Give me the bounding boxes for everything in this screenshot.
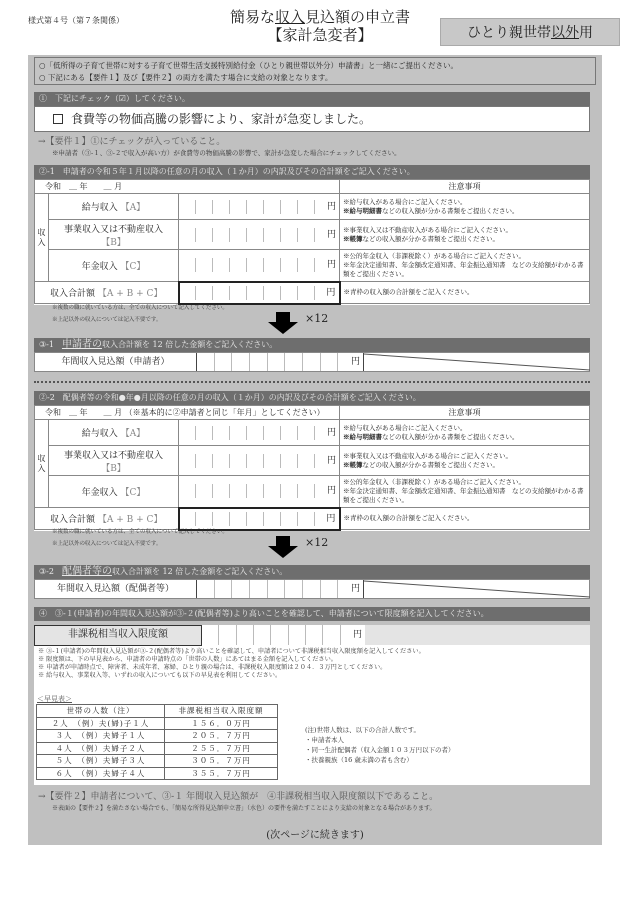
- checkbox-label: 食費等の物価高騰の影響により、家計が急変しました。: [71, 112, 372, 126]
- pension-income-input[interactable]: 円: [179, 250, 340, 282]
- footnote: ※複数の職に就いている方は、全ての収入について記入してください。: [52, 529, 228, 535]
- form-number: 様式第４号（第７条関係）: [28, 16, 124, 25]
- business-income-input[interactable]: 円: [179, 220, 340, 250]
- multiplier-label: ×12: [305, 312, 329, 325]
- notice-box: [34, 57, 596, 85]
- tag-text: 用: [579, 25, 593, 41]
- section4-header: ④ ③-１(申請者)の年間収入見込額が③-２(配偶者等)より高いことを確認して、申請者について限度額を記入してください。: [34, 607, 590, 621]
- spouse-income-table: [34, 405, 590, 531]
- limit-note: ※ 限度額は、下の早見表から、申請者の申請時点の「世帯の人数」にあてはまる金額を記入してください。: [38, 656, 337, 663]
- table-row: ２人 （例）夫(婦)子１人 １５６．０万円: [37, 717, 278, 730]
- salary-income-note: ※給与収入がある場合にご記入ください。 ※給与明細書などの収入額が分かる書類をご提出ください。: [340, 194, 590, 220]
- section-divider: [34, 381, 590, 383]
- applicant-income-table: [34, 179, 590, 305]
- salary-income-note: ※給与収入がある場合にご記入ください。 ※給与明細書などの収入額が分かる書類をご提出ください。: [340, 420, 590, 446]
- total-income-label: 収入合計額 【A + B + C】: [35, 282, 179, 304]
- limit-note: ※ 給与収入、事業収入等、いずれの収入についても以下の早見表を利用してください。: [38, 672, 282, 679]
- quick-header: 非課税相当収入限度額: [165, 705, 278, 718]
- total-income-input[interactable]: 円: [179, 508, 340, 530]
- applicant-annual-input[interactable]: 円: [196, 353, 364, 371]
- title-text: 簡易な: [229, 8, 275, 26]
- hardship-checkbox[interactable]: [53, 114, 63, 124]
- notes-header: 注意事項: [340, 406, 590, 420]
- title-text: 見込額の申立書: [305, 8, 411, 26]
- limit-note: ※ ③-１(申請者)の年間収入見込額が③-２(配偶者等)より高いことを確認して、申請者について非課税相当収入限度額を記入してください。: [38, 648, 425, 655]
- table-row: ４人 （例）夫婦子２人 ２５５．７万円: [37, 742, 278, 755]
- title-subtitle: 【家計急変者】: [267, 26, 373, 44]
- pension-income-input[interactable]: 円: [179, 476, 340, 508]
- title-underlined: 収入: [274, 8, 305, 26]
- household-note: (注)世帯人数は、以下の合計人数です。 ・申請者本人 ・同一生計配偶者（収入金額１０３万円以下の者） ・扶養親族（16 歳未満の者も含む）: [305, 726, 455, 764]
- requirement1: →【要件１】①にチェックが入っていること。: [38, 137, 226, 147]
- section2-1-header: ②-1 申請者の令和５年１月以降の任意の月の収入（１か月）の内訳及びその合計額をご記入ください。: [34, 165, 590, 179]
- limit-label: 非課税相当収入限度額: [34, 625, 202, 646]
- section3-1-header: ③-1 申請者の収入合計額を 12 倍した金額をご記入ください。: [34, 338, 590, 352]
- business-income-note: ※事業収入又は不動産収入がある場合にご記入ください。 ※帳簿などの収入額が分かる書類をご提出ください。: [340, 220, 590, 250]
- pension-income-note: ※公的年金収入（非課税除く）がある場合にご記入ください。 ※年金決定通知書、年金額改定通知書、年金振込通知書 などの支給額がわかる書類をご提出ください。: [340, 476, 590, 508]
- limit-note: ※ 申請者が申請時点で、障害者、未成年者、寡婦、ひとり親の場合は、非課税収入限度額は２０４．３万円としてください。: [38, 664, 387, 671]
- section3-2-header: ③-2 配偶者等の収入合計額を 12 倍した金額をご記入ください。: [34, 565, 590, 579]
- pension-income-label: 年金収入 【C】: [49, 476, 179, 508]
- hardship-check-row[interactable]: [34, 106, 590, 132]
- applicant-annual-label: 年間収入見込額（申請者）: [61, 357, 170, 367]
- income-side-label: 収 入: [35, 194, 49, 282]
- business-income-label: 事業収入又は不動産収入 【B】: [49, 446, 179, 476]
- limit-notes: [38, 648, 425, 680]
- quick-header: 世帯の人数（注）: [37, 705, 165, 718]
- table-row: ３人 （例）夫婦子１人 ２０５．７万円: [37, 730, 278, 743]
- salary-income-input[interactable]: 円: [179, 194, 340, 220]
- table-row: ６人 （例）夫婦子４人 ３５５．７万円: [37, 767, 278, 780]
- notice-line: ○ 下記にある【要件１】及び【要件２】の両方を満たす場合に支給の対象となります。: [39, 73, 333, 82]
- multiplier-label: ×12: [305, 536, 329, 549]
- strike-diagonal: [364, 353, 590, 371]
- era-month-label: 令和 ＿ 年 ＿ 月: [35, 180, 340, 194]
- salary-income-input[interactable]: 円: [179, 420, 340, 446]
- pension-income-label: 年金収入 【C】: [49, 250, 179, 282]
- limit-input[interactable]: 円: [202, 625, 365, 645]
- limit-row: [34, 625, 590, 645]
- era-month-label: 令和 ＿ 年 ＿ 月 （※基本的に②申請者と同じ「年月」としてください）: [35, 406, 340, 420]
- spouse-annual-input[interactable]: 円: [196, 580, 364, 598]
- footnote: ※複数の職に就いている方は、全ての収入について記入してください。: [52, 305, 228, 311]
- total-income-input[interactable]: 円: [179, 282, 340, 304]
- quick-table-caption: ＜早見表＞: [37, 695, 72, 703]
- footnote: ※上記以外の収入については記入不要です。: [52, 317, 162, 323]
- spouse-annual-row: [34, 579, 590, 599]
- business-income-note: ※事業収入又は不動産収入がある場合にご記入ください。 ※帳簿などの収入額が分かる書類をご提出ください。: [340, 446, 590, 476]
- salary-income-label: 給与収入 【A】: [49, 420, 179, 446]
- notice-line: ○「低所得の子育て世帯に対する子育て世帯生活支援特別給付金（ひとり親世帯以外分）申請書」と一緒にご提出ください。: [39, 61, 459, 70]
- down-arrow-icon: [268, 312, 298, 334]
- section1-header: ① 下記にチェック（☑）してください。: [34, 92, 590, 106]
- total-income-label: 収入合計額 【A + B + C】: [35, 508, 179, 530]
- requirement2: →【要件２】申請者について、③-１ 年間収入見込額が ④非課税相当収入限度額以下であること。: [38, 792, 439, 802]
- spouse-annual-label: 年間収入見込額（配偶者等）: [56, 584, 174, 594]
- tag-underlined: 以外: [551, 25, 579, 41]
- form-type-tag: [440, 18, 620, 46]
- down-arrow-icon: [268, 536, 298, 558]
- income-side-label: 収 入: [35, 420, 49, 508]
- quick-reference-table: [36, 704, 278, 780]
- strike-diagonal: [364, 580, 590, 598]
- applicant-annual-row: [34, 352, 590, 372]
- business-income-input[interactable]: 円: [179, 446, 340, 476]
- page-title: [200, 8, 440, 44]
- notes-header: 注意事項: [340, 180, 590, 194]
- footnote: ※上記以外の収入については記入不要です。: [52, 541, 162, 547]
- total-income-note: ※青枠の収入額の合計額をご記入ください。: [340, 508, 590, 530]
- pension-income-note: ※公的年金収入（非課税除く）がある場合にご記入ください。 ※年金決定通知書、年金額改定通知書、年金振込通知書 などの支給額がわかる書類をご提出ください。: [340, 250, 590, 282]
- total-income-note: ※青枠の収入額の合計額をご記入ください。: [340, 282, 590, 304]
- section2-2-header: ②-2 配偶者等の令和●年●月以降の任意の月の収入（１か月）の内訳及びその合計額をご記入ください。: [34, 391, 590, 405]
- business-income-label: 事業収入又は不動産収入 【B】: [49, 220, 179, 250]
- salary-income-label: 給与収入 【A】: [49, 194, 179, 220]
- continued-label: (次ページに続きます): [266, 830, 364, 841]
- table-row: ５人 （例）夫婦子３人 ３０５．７万円: [37, 755, 278, 768]
- requirement2-note: ※表面の【要件２】を満たさない場合でも、「簡易な所得見込額申立書」（水色）の要件を満たすことにより支給の対象となる場合があります。: [52, 805, 436, 812]
- tag-text: ひとり親世帯: [467, 25, 551, 41]
- requirement1-note: ※申請者（③-１、③-２で収入が高い方）が食費等の物価高騰の影響で、家計が急変した場合にチェックしてください。: [52, 149, 401, 157]
